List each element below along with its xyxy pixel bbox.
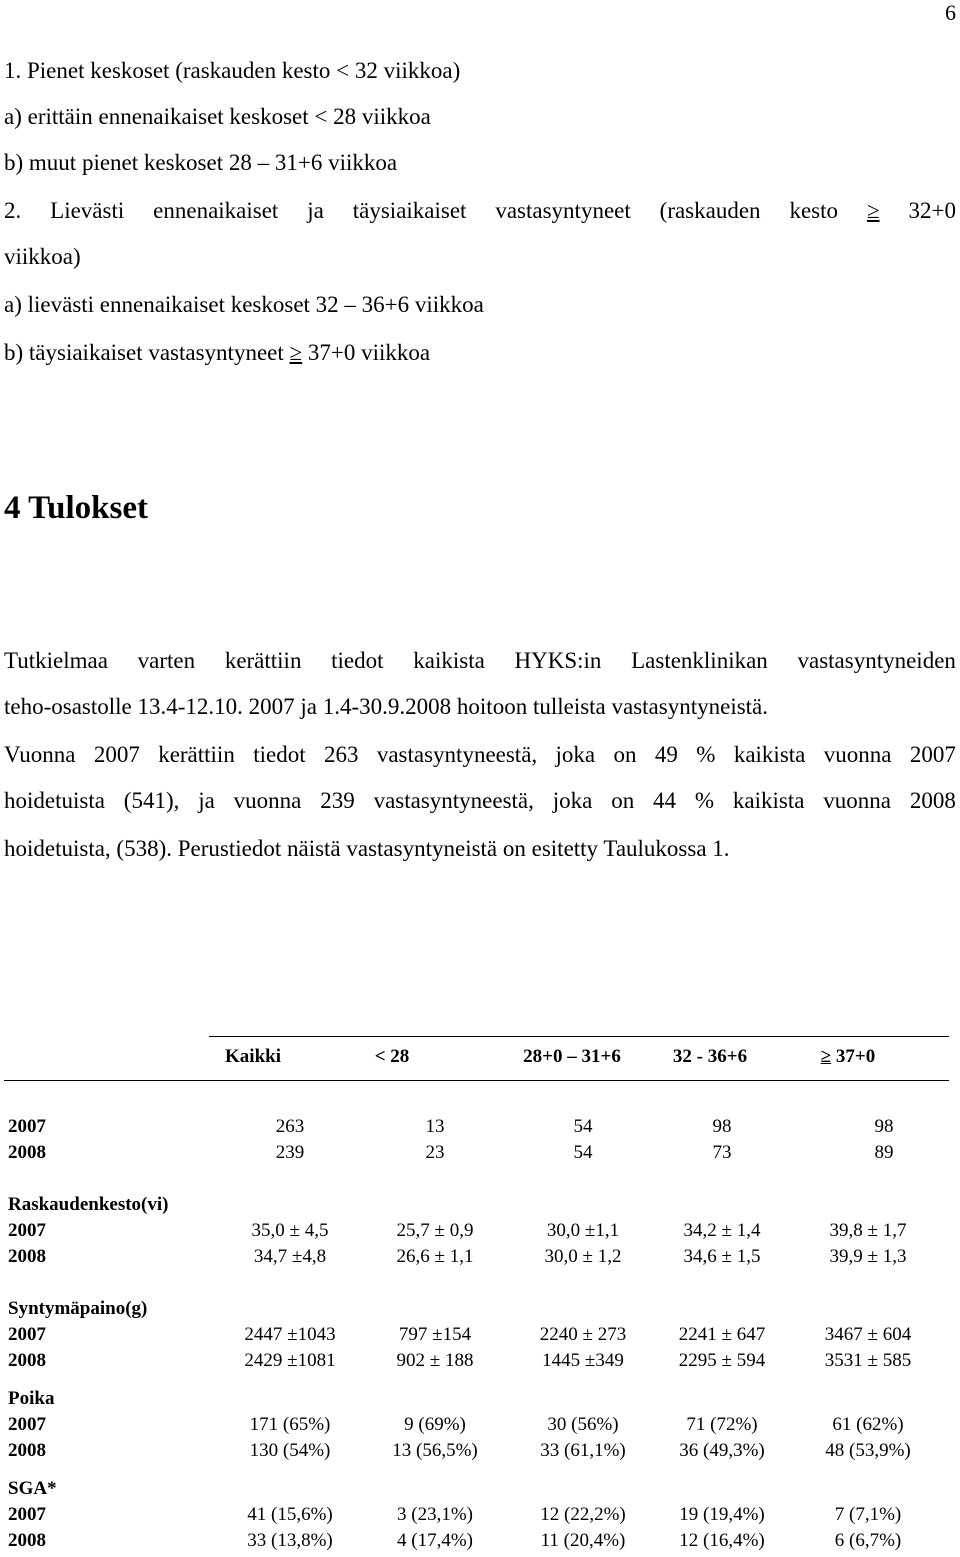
table-cell: 902 ± 188 bbox=[396, 1350, 474, 1371]
paragraph-word: joka bbox=[555, 742, 596, 767]
intro-line-6: a) lievästi ennenaikaiset keskoset 32 – 36+6 viikkoa bbox=[4, 292, 484, 317]
intro-line-5: viikkoa) bbox=[4, 244, 81, 269]
row-year: 2008 bbox=[8, 1350, 46, 1371]
table-cell: 54 bbox=[573, 1116, 593, 1137]
table-cell: 33 (13,8%) bbox=[247, 1530, 333, 1551]
intro-word: 32+0 bbox=[908, 198, 956, 223]
paragraph-word: vastasyntyneiden bbox=[797, 648, 956, 673]
paragraph-word: vuonna bbox=[233, 788, 302, 813]
paragraph-word: hoidetuista bbox=[4, 788, 105, 813]
row-year: 2007 bbox=[8, 1504, 46, 1525]
column-header: < 28 bbox=[374, 1046, 410, 1067]
table-cell: 26,6 ± 1,1 bbox=[396, 1246, 474, 1267]
paragraph-word: kerättiin bbox=[224, 648, 302, 673]
section-title: Poika bbox=[8, 1388, 55, 1409]
table-cell: 2447 ±1043 bbox=[244, 1324, 336, 1345]
table-cell: 3467 ± 604 bbox=[824, 1324, 912, 1345]
table-cell: 36 (49,3%) bbox=[679, 1440, 765, 1461]
table-cell: 797 ±154 bbox=[398, 1324, 472, 1345]
table-cell: 30,0 ±1,1 bbox=[546, 1220, 620, 1241]
paragraph-word: 239 bbox=[320, 788, 355, 813]
geq-symbol: ≥ bbox=[820, 1046, 832, 1067]
paragraph-word: Lastenklinikan bbox=[631, 648, 768, 673]
table-cell: 3531 ± 585 bbox=[824, 1350, 912, 1371]
paragraph-word: kaikista bbox=[733, 742, 806, 767]
table-cell: 13 bbox=[425, 1116, 445, 1137]
table-top-rule bbox=[209, 1036, 949, 1037]
table-cell: 30 (56%) bbox=[547, 1414, 619, 1435]
paragraph-word: % bbox=[696, 742, 716, 767]
table-cell: 13 (56,5%) bbox=[392, 1440, 478, 1461]
table-header-rule bbox=[4, 1080, 949, 1081]
table-cell: 30,0 ± 1,2 bbox=[544, 1246, 622, 1267]
table-cell: 41 (15,6%) bbox=[247, 1504, 333, 1525]
table-cell: 23 bbox=[425, 1142, 445, 1163]
paragraph-word: HYKS:in bbox=[514, 648, 602, 673]
paragraph-word: 2007 bbox=[909, 742, 956, 767]
paragraph-line-4 bbox=[4, 788, 956, 814]
intro-word: täysiaikaiset bbox=[352, 198, 467, 223]
row-year: 2007 bbox=[8, 1220, 46, 1241]
row-year: 2008 bbox=[8, 1440, 46, 1461]
geq-symbol: ≥ bbox=[289, 340, 303, 365]
page-number: 6 bbox=[945, 0, 956, 25]
paragraph-line-1 bbox=[4, 648, 956, 674]
row-year: 2008 bbox=[8, 1246, 46, 1267]
intro-word: (raskauden bbox=[659, 198, 761, 223]
table-cell: 130 (54%) bbox=[249, 1440, 331, 1461]
section-title: Raskaudenkesto(vi) bbox=[8, 1194, 169, 1215]
column-header: 28+0 – 31+6 bbox=[523, 1046, 621, 1067]
table-cell: 98 bbox=[712, 1116, 732, 1137]
intro-line-2: a) erittäin ennenaikaiset keskoset < 28 viikkoa bbox=[4, 104, 431, 129]
table-cell: 34,6 ± 1,5 bbox=[683, 1246, 761, 1267]
paragraph-word: tiedot bbox=[253, 742, 306, 767]
table-cell: 2240 ± 273 bbox=[539, 1324, 627, 1345]
table-cell: 39,8 ± 1,7 bbox=[829, 1220, 907, 1241]
intro-word: Lievästi bbox=[50, 198, 125, 223]
table-cell: 39,9 ± 1,3 bbox=[829, 1246, 907, 1267]
intro-line-7-a: b) täysiaikaiset vastasyntyneet bbox=[4, 340, 290, 365]
intro-line-7-b: 37+0 viikkoa bbox=[302, 340, 431, 365]
section-title: Syntymäpaino(g) bbox=[8, 1298, 148, 1319]
table-cell: 12 (22,2%) bbox=[540, 1504, 626, 1525]
paragraph-line-3 bbox=[4, 742, 956, 768]
row-year: 2007 bbox=[8, 1116, 46, 1137]
section-heading: 4 Tulokset bbox=[4, 490, 148, 526]
paragraph-line-2: teho-osastolle 13.4-12.10. 2007 ja 1.4-30.9.2008 hoitoon tulleista vastasyntyneistä. bbox=[4, 694, 769, 719]
paragraph-word: tiedot bbox=[331, 648, 384, 673]
table-cell: 19 (19,4%) bbox=[679, 1504, 765, 1525]
intro-word: ennenaikaiset bbox=[153, 198, 279, 223]
intro-line-3: b) muut pienet keskoset 28 – 31+6 viikkoa bbox=[4, 150, 398, 175]
table-cell: 263 bbox=[275, 1116, 305, 1137]
section-title: SGA* bbox=[8, 1478, 57, 1499]
intro-line-1: 1. Pienet keskoset (raskauden kesto < 32 viikkoa) bbox=[4, 58, 461, 83]
row-year: 2007 bbox=[8, 1324, 46, 1345]
intro-word: vastasyntyneet bbox=[495, 198, 631, 223]
row-year: 2007 bbox=[8, 1414, 46, 1435]
table-cell: 239 bbox=[275, 1142, 305, 1163]
table-cell: 6 (6,7%) bbox=[834, 1530, 902, 1551]
paragraph-word: kaikista bbox=[732, 788, 805, 813]
paragraph-word: ja bbox=[198, 788, 215, 813]
table-cell: 54 bbox=[573, 1142, 593, 1163]
table-cell: 1445 ±349 bbox=[542, 1350, 624, 1371]
paragraph-word: Tutkielmaa bbox=[4, 648, 108, 673]
paragraph-word: on bbox=[611, 788, 635, 813]
intro-word: 2. bbox=[4, 198, 22, 223]
paragraph-word: vuonna bbox=[823, 788, 891, 813]
geq-symbol: ≥ bbox=[866, 198, 880, 223]
table-cell: 171 (65%) bbox=[249, 1414, 331, 1435]
table-cell: 25,7 ± 0,9 bbox=[396, 1220, 474, 1241]
table-cell: 71 (72%) bbox=[686, 1414, 758, 1435]
paragraph-word: varten bbox=[137, 648, 196, 673]
paragraph-word: 2007 bbox=[93, 742, 140, 767]
table-cell: 89 bbox=[874, 1142, 894, 1163]
paragraph-word: kaikista bbox=[413, 648, 485, 673]
paragraph-word: 44 bbox=[653, 788, 677, 813]
intro-line-4 bbox=[4, 198, 956, 224]
table-cell: 2429 ±1081 bbox=[244, 1350, 336, 1371]
table-cell: 33 (61,1%) bbox=[540, 1440, 626, 1461]
table-cell: 9 (69%) bbox=[404, 1414, 466, 1435]
paragraph-word: Vuonna bbox=[4, 742, 76, 767]
table-cell: 48 (53,9%) bbox=[825, 1440, 911, 1461]
table-cell: 12 (16,4%) bbox=[679, 1530, 765, 1551]
table-cell: 35,0 ± 4,5 bbox=[251, 1220, 329, 1241]
paragraph-word: (541), bbox=[123, 788, 180, 813]
table-cell: 61 (62%) bbox=[832, 1414, 904, 1435]
row-year: 2008 bbox=[8, 1142, 46, 1163]
column-header: 32 - 36+6 bbox=[672, 1046, 748, 1067]
intro-line-7 bbox=[4, 340, 430, 366]
table-cell: 98 bbox=[874, 1116, 894, 1137]
table-cell: 34,2 ± 1,4 bbox=[683, 1220, 761, 1241]
paragraph-line-5: hoidetuista, (538). Perustiedot näistä vastasyntyneistä on esitetty Taulukossa 1. bbox=[4, 836, 730, 861]
paragraph-word: vastasyntyneestä, bbox=[373, 788, 534, 813]
intro-word: ja bbox=[307, 198, 324, 223]
table-cell: 2295 ± 594 bbox=[678, 1350, 766, 1371]
paragraph-word: kerättiin bbox=[158, 742, 235, 767]
paragraph-word: % bbox=[694, 788, 715, 813]
table-cell: 3 (23,1%) bbox=[397, 1504, 473, 1525]
paragraph-word: joka bbox=[552, 788, 593, 813]
table-cell: 2241 ± 647 bbox=[678, 1324, 766, 1345]
paragraph-word: 263 bbox=[323, 742, 359, 767]
column-header: ≥ 37+0 bbox=[820, 1046, 876, 1067]
table-cell: 34,7 ±4,8 bbox=[253, 1246, 327, 1267]
paragraph-word: on bbox=[613, 742, 637, 767]
table-cell: 73 bbox=[712, 1142, 732, 1163]
table-cell: 11 (20,4%) bbox=[540, 1530, 626, 1551]
table-cell: 4 (17,4%) bbox=[397, 1530, 473, 1551]
intro-word: kesto bbox=[789, 198, 839, 223]
column-header: Kaikki bbox=[225, 1046, 281, 1067]
paragraph-word: 2008 bbox=[909, 788, 956, 813]
paragraph-word: vastasyntyneestä, bbox=[376, 742, 538, 767]
paragraph-word: 49 bbox=[654, 742, 678, 767]
table-cell: 7 (7,1%) bbox=[834, 1504, 902, 1525]
row-year: 2008 bbox=[8, 1530, 46, 1551]
paragraph-word: vuonna bbox=[823, 742, 892, 767]
